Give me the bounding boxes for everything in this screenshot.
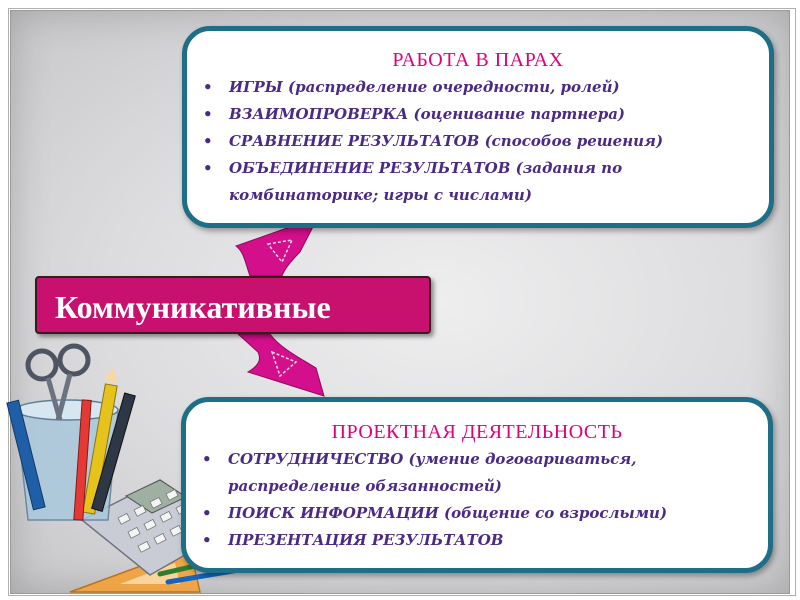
list-item [202, 500, 768, 527]
project-activity-title: ПРОЕКТНАЯ ДЕЯТЕЛЬНОСТЬ [331, 421, 623, 443]
list-item-text: ПОИСК ИНФОРМАЦИИ (общение со взрослыми) [228, 504, 668, 522]
bullet-icon: • [203, 105, 213, 123]
project-activity-list-rest [186, 500, 768, 554]
list-item-text: ОБЪЕДИНЕНИЕ РЕЗУЛЬТАТОВ (задания по [229, 159, 623, 177]
list-item [203, 74, 769, 101]
bullet-icon: • [203, 78, 213, 96]
project-activity-list [186, 446, 768, 473]
communicative-label: Коммуникативные [35, 276, 431, 334]
list-item-text: ИГРЫ (распределение очередности, ролей) [229, 78, 620, 96]
list-item-continuation: распределение обязанностей) [228, 477, 502, 495]
list-item-text: ВЗАИМОПРОВЕРКА (оценивание партнера) [229, 105, 626, 123]
list-item-continuation: комбинаторике; игры с числами) [229, 186, 532, 204]
list-item [203, 101, 769, 128]
list-item [202, 527, 768, 554]
pair-work-box [182, 26, 774, 228]
pair-work-title: РАБОТА В ПАРАХ [392, 49, 564, 71]
list-item-text: ПРЕЗЕНТАЦИЯ РЕЗУЛЬТАТОВ [228, 531, 504, 549]
pair-work-list [187, 74, 769, 182]
list-item [202, 446, 768, 473]
bullet-icon: • [203, 132, 213, 150]
bullet-icon: • [203, 159, 213, 177]
bullet-icon: • [202, 504, 212, 522]
list-item-text: СОТРУДНИЧЕСТВО (умение договариваться, [228, 450, 637, 468]
list-item-text: СРАВНЕНИЕ РЕЗУЛЬТАТОВ (способов решения) [229, 132, 664, 150]
bullet-icon: • [202, 531, 212, 549]
bullet-icon: • [202, 450, 212, 468]
project-activity-box [181, 397, 773, 573]
list-item [203, 128, 769, 155]
list-item [203, 155, 769, 182]
